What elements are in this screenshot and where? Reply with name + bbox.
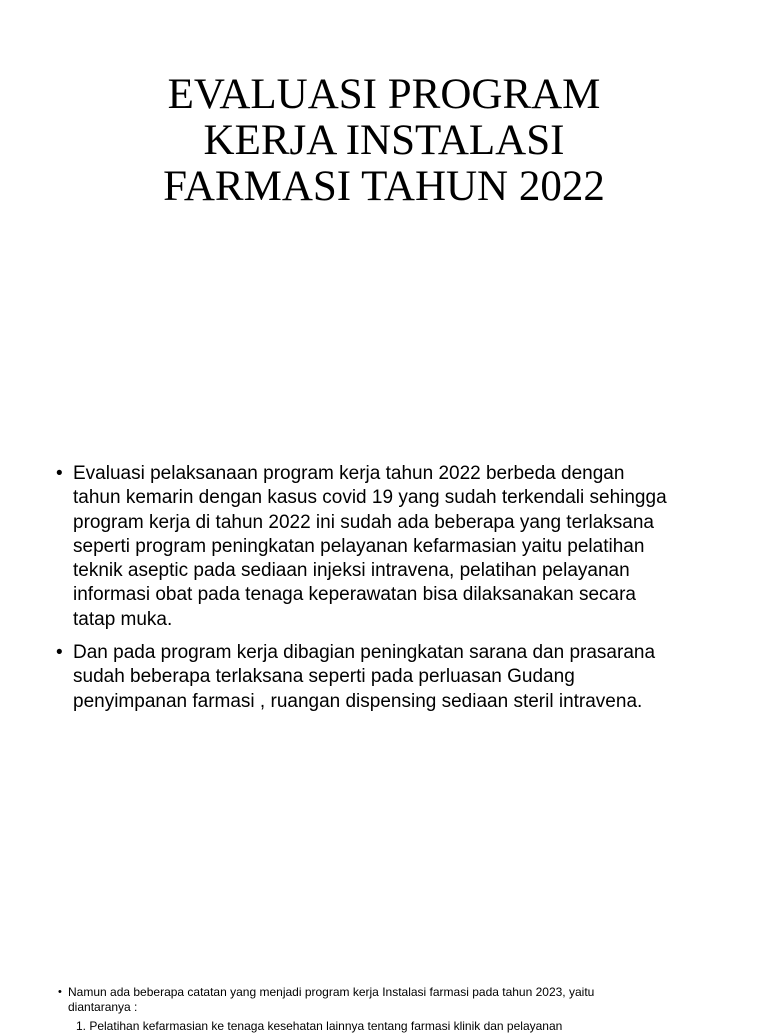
bullet-marker: • xyxy=(56,463,63,484)
slide-title xyxy=(60,72,708,210)
title-line-1: EVALUASI PROGRAM xyxy=(167,71,601,118)
bullet-marker: • xyxy=(56,642,63,664)
bullet-text-line: teknik aseptic pada sediaan injeksi intravena, pelatihan pelayanan xyxy=(73,560,630,582)
bullet-text-line: tahun kemarin dengan kasus covid 19 yang sudah terkendali sehingga xyxy=(73,487,667,509)
bullet-text-line: program kerja di tahun 2022 ini sudah ada beberapa yang terlaksana xyxy=(73,511,654,533)
footnote-bullet xyxy=(58,985,758,1034)
bullet-text-line: sudah beberapa terlaksana seperti pada perluasan Gudang xyxy=(73,666,575,688)
bullet-text-line: Dan pada program kerja dibagian peningkatan sarana dan prasarana xyxy=(73,642,656,664)
bullet-text-line: seperti program peningkatan pelayanan kefarmasian yaitu pelatihan xyxy=(73,535,645,557)
footnote-item xyxy=(58,985,758,1034)
footnote-line: Namun ada beberapa catatan yang menjadi program kerja Instalasi farmasi pada tahun 2023, yaitu xyxy=(68,985,595,999)
title-line-3: FARMASI TAHUN 2022 xyxy=(163,163,605,210)
footnote-line: diantaranya : xyxy=(68,1000,138,1014)
title-line-2: KERJA INSTALASI xyxy=(203,117,565,164)
bullet-text-line: penyimpanan farmasi , ruangan dispensing sediaan steril intravena. xyxy=(73,690,643,712)
bullet-item-facilities xyxy=(56,641,736,714)
bullet-text-line: Evaluasi pelaksanaan program kerja tahun 2022 berbeda dengan xyxy=(73,463,625,484)
bullet-text-line: informasi obat pada tenaga keperawatan bisa dilaksanakan secara xyxy=(73,584,636,606)
bullet-item-evaluation xyxy=(56,462,736,632)
footnote-cut-line: 1. Pelatihan kefarmasian ke tenaga kesehatan lainnya tentang farmasi klinik dan pelayanan xyxy=(76,1019,563,1033)
bullet-text-line: tatap muka. xyxy=(73,608,173,630)
bullet-list xyxy=(56,462,736,723)
footnote-marker: • xyxy=(58,986,62,998)
